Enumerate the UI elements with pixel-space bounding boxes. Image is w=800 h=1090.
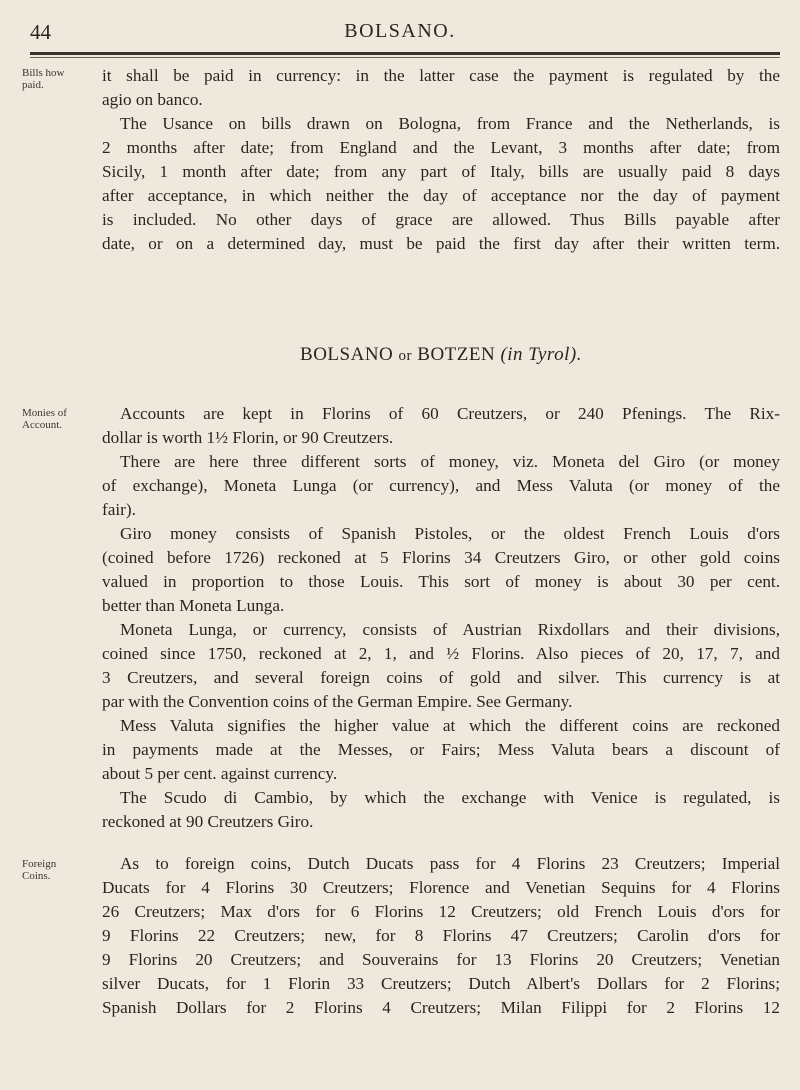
paragraph-bills (102, 64, 780, 256)
margin-note-monies: Monies of Account. (22, 407, 67, 431)
text-line: 2 months after date; from England and the Levant, 3 months after date; from (102, 138, 780, 157)
text-line: valued in proportion to those Louis. This sort of money is about 30 per cent. (102, 572, 780, 591)
text-line: Accounts are kept in Florins of 60 Creutzers, or 240 Pfenings. The Rix- (120, 404, 780, 423)
text-line: is included. No other days of grace are allowed. Thus Bills payable after (102, 210, 780, 229)
section-title (102, 344, 780, 366)
text-line: of exchange), Moneta Lunga (or currency), and Mess Valuta (or money of the (102, 476, 780, 495)
page-number: 44 (30, 20, 51, 44)
text-line: about 5 per cent. against currency. (102, 764, 338, 783)
running-head: BOLSANO. (344, 20, 456, 42)
header-rule (30, 52, 780, 55)
text-line: silver Ducats, for 1 Florin 33 Creutzers; Dutch Albert's Dollars for 2 Florins; (102, 974, 780, 993)
text-line: The Usance on bills drawn on Bologna, from France and the Netherlands, is (120, 114, 780, 133)
text-line: dollar is worth 1½ Florin, or 90 Creutzers. (102, 428, 394, 447)
text-line: (coined before 1726) reckoned at 5 Florins 34 Creutzers Giro, or other gold coins (102, 548, 780, 567)
text-line: 26 Creutzers; Max d'ors for 6 Florins 12 Creutzers; old French Louis d'ors for (102, 902, 780, 921)
text-line: 9 Florins 22 Creutzers; new, for 8 Florins 47 Creutzers; Carolin d'ors for (102, 926, 780, 945)
margin-note-foreign: Foreign Coins. (22, 858, 57, 882)
text-line: Spanish Dollars for 2 Florins 4 Creutzers; Milan Filippi for 2 Florins 12 (102, 998, 780, 1017)
paragraph-monies (102, 402, 780, 834)
text-line: Moneta Lunga, or currency, consists of Austrian Rixdollars and their divisions, (120, 620, 780, 639)
text-line: As to foreign coins, Dutch Ducats pass for 4 Florins 23 Creutzers; Imperial (120, 854, 780, 873)
section-title-alt: BOTZEN (417, 344, 496, 365)
text-line: There are here three different sorts of money, viz. Moneta del Giro (or money (120, 452, 780, 471)
text-line: date, or on a determined day, must be paid the first day after their written term. (102, 234, 780, 253)
text-line: reckoned at 90 Creutzers Giro. (102, 812, 314, 831)
text-line: Giro money consists of Spanish Pistoles, or the oldest French Louis d'ors (120, 524, 780, 543)
text-line: Mess Valuta signifies the higher value at which the different coins are reckoned (120, 716, 780, 735)
paragraph-foreign-coins (102, 852, 780, 1020)
text-line: after acceptance, in which neither the day of acceptance nor the day of payment (102, 186, 780, 205)
text-line: 3 Creutzers, and several foreign coins of gold and silver. This currency is at (102, 668, 780, 687)
text-line: better than Moneta Lunga. (102, 596, 285, 615)
section-title-name: BOLSANO (300, 344, 394, 365)
header-rule-thin (30, 57, 780, 58)
text-line: fair). (102, 500, 136, 519)
text-line: in payments made at the Messes, or Fairs; Mess Valuta bears a discount of (102, 740, 780, 759)
section-title-region: (in Tyrol). (500, 344, 582, 365)
text-line: Ducats for 4 Florins 30 Creutzers; Florence and Venetian Sequins for 4 Florins (102, 878, 780, 897)
section-title-or: or (398, 348, 413, 364)
margin-note-bills: Bills how paid. (22, 67, 65, 91)
text-line: it shall be paid in currency: in the latter case the payment is regulated by the (102, 66, 780, 85)
text-line: Sicily, 1 month after date; from any part of Italy, bills are usually paid 8 days (102, 162, 780, 181)
text-line: coined since 1750, reckoned at 2, 1, and ½ Florins. Also pieces of 20, 17, 7, and (102, 644, 780, 663)
text-line: 9 Florins 20 Creutzers; and Souverains for 13 Florins 20 Creutzers; Venetian (102, 950, 780, 969)
text-line: agio on banco. (102, 90, 203, 109)
text-line: par with the Convention coins of the German Empire. See Germany. (102, 692, 573, 711)
text-line: The Scudo di Cambio, by which the exchange with Venice is regulated, is (120, 788, 780, 807)
